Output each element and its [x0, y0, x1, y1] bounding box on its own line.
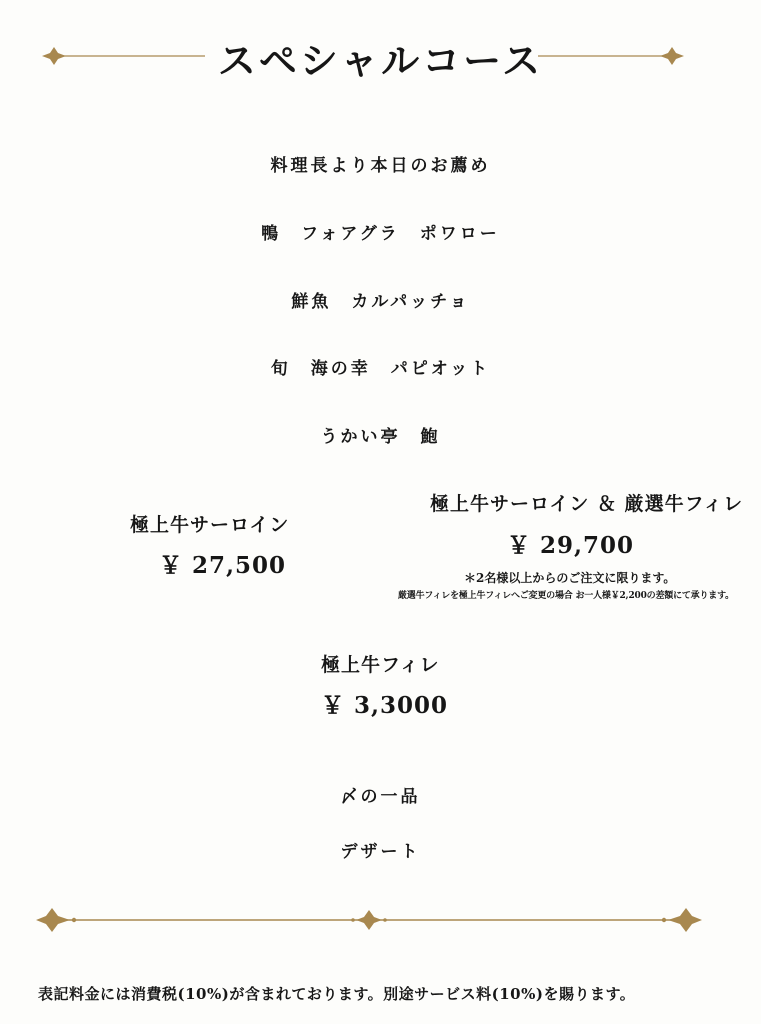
- divider-flourish-icon: [34, 905, 704, 935]
- tax-service-note: 表記料金には消費税(10%)が含まれております。別途サービス料(10%)を賜ります。: [38, 985, 636, 1003]
- option-fillet-price: ￥ 3,3000: [321, 692, 449, 719]
- course-item-abalone: うかい亭 鮑: [320, 427, 441, 447]
- option-combo-name: 極上牛サーロイン ＆ 厳選牛フィレ: [430, 493, 744, 515]
- course-item-duck: 鴨 フォアグラ ポワロー: [261, 224, 500, 244]
- course-item-dessert: デザート: [340, 842, 421, 862]
- option-combo-upgrade-note: 厳選牛フィレを極上牛フィレへご変更の場合 お一人様￥2,200の差額にて承ります。: [398, 591, 734, 601]
- course-item-recommendation: 料理長より本日のお薦め: [270, 156, 491, 176]
- option-fillet-name: 極上牛フィレ: [321, 654, 440, 676]
- page-title: スペシャルコース: [217, 39, 544, 83]
- title-right-flourish-icon: [536, 44, 686, 68]
- option-combo-price: ￥ 29,700: [507, 532, 635, 559]
- course-item-carpaccio: 鮮魚 カルパッチョ: [291, 292, 470, 312]
- option-combo-note: ＊2名様以上からのご注文に限ります。: [464, 571, 676, 585]
- option-sirloin-name: 極上牛サーロイン: [130, 514, 290, 536]
- option-sirloin-price: ￥ 27,500: [159, 552, 287, 579]
- course-item-final-dish: 〆の一品: [340, 787, 421, 807]
- course-item-papillote: 旬 海の幸 パピオット: [270, 359, 491, 379]
